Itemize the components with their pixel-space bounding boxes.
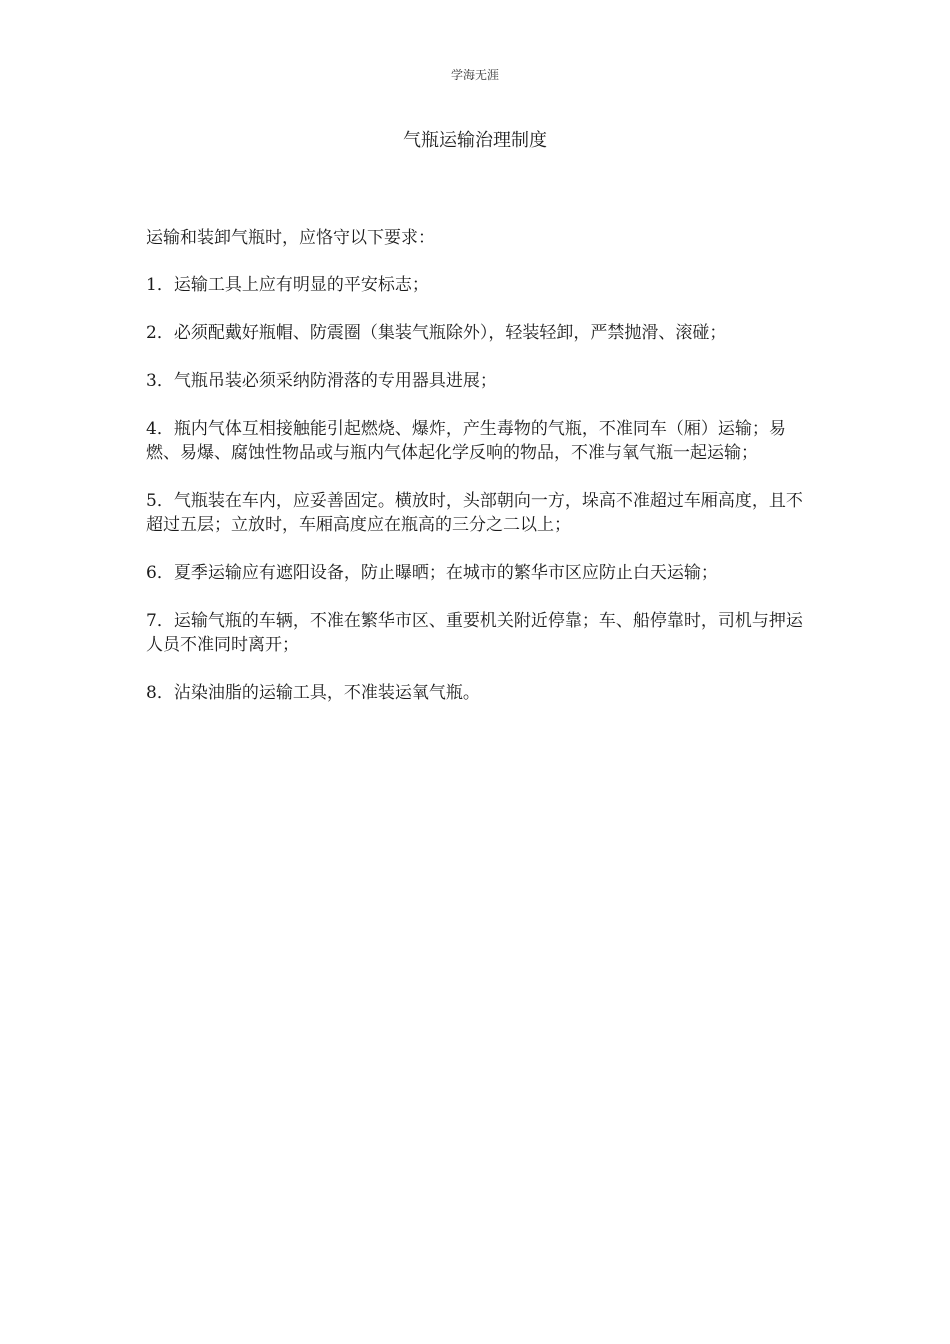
list-item-2 (146, 321, 806, 345)
item-number: 8． (146, 683, 174, 703)
item-text: 瓶内气体互相接触能引起燃烧、爆炸，产生毒物的气瓶，不准同车（厢）运输；易燃、易爆、腐蚀性物品或与瓶内气体起化学反响的物品，不准与氧气瓶一起运输； (146, 419, 786, 463)
document-body (146, 226, 806, 729)
intro-paragraph: 运输和装卸气瓶时，应恪守以下要求： (146, 228, 435, 248)
item-text: 运输工具上应有明显的平安标志； (173, 275, 429, 295)
list-item-8 (146, 681, 806, 705)
item-text: 运输气瓶的车辆，不准在繁华市区、重要机关附近停靠；车、船停靠时，司机与押运人员不准同时离开； (146, 611, 803, 655)
item-text: 气瓶吊装必须采纳防滑落的专用器具进展； (173, 371, 497, 391)
item-number: 1． (146, 275, 174, 295)
item-number: 5． (146, 491, 174, 511)
item-number: 3． (146, 371, 174, 391)
item-number: 4． (146, 419, 174, 439)
item-text: 必须配戴好瓶帽、防震圈（集装气瓶除外），轻装轻卸，严禁抛滑、滚碰； (173, 323, 727, 343)
list-item-3 (146, 369, 806, 393)
item-number: 2． (146, 323, 174, 343)
page-header: 学海无涯 (450, 68, 499, 82)
list-item-5 (146, 489, 806, 537)
list-item-4 (146, 417, 806, 465)
document-title: 气瓶运输治理制度 (403, 130, 547, 151)
list-item-6 (146, 561, 806, 585)
list-item-1 (146, 273, 806, 297)
item-text: 沾染油脂的运输工具，不准装运氧气瓶。 (173, 683, 480, 703)
item-text: 夏季运输应有遮阳设备，防止曝晒；在城市的繁华市区应防止白天运输； (173, 563, 718, 583)
item-text: 气瓶装在车内，应妥善固定。横放时，头部朝向一方，垛高不准超过车厢高度，且不超过五层；立放时，车厢高度应在瓶高的三分之二以上； (146, 491, 803, 535)
item-number: 7． (146, 611, 174, 631)
list-item-7 (146, 609, 806, 657)
item-number: 6． (146, 563, 174, 583)
